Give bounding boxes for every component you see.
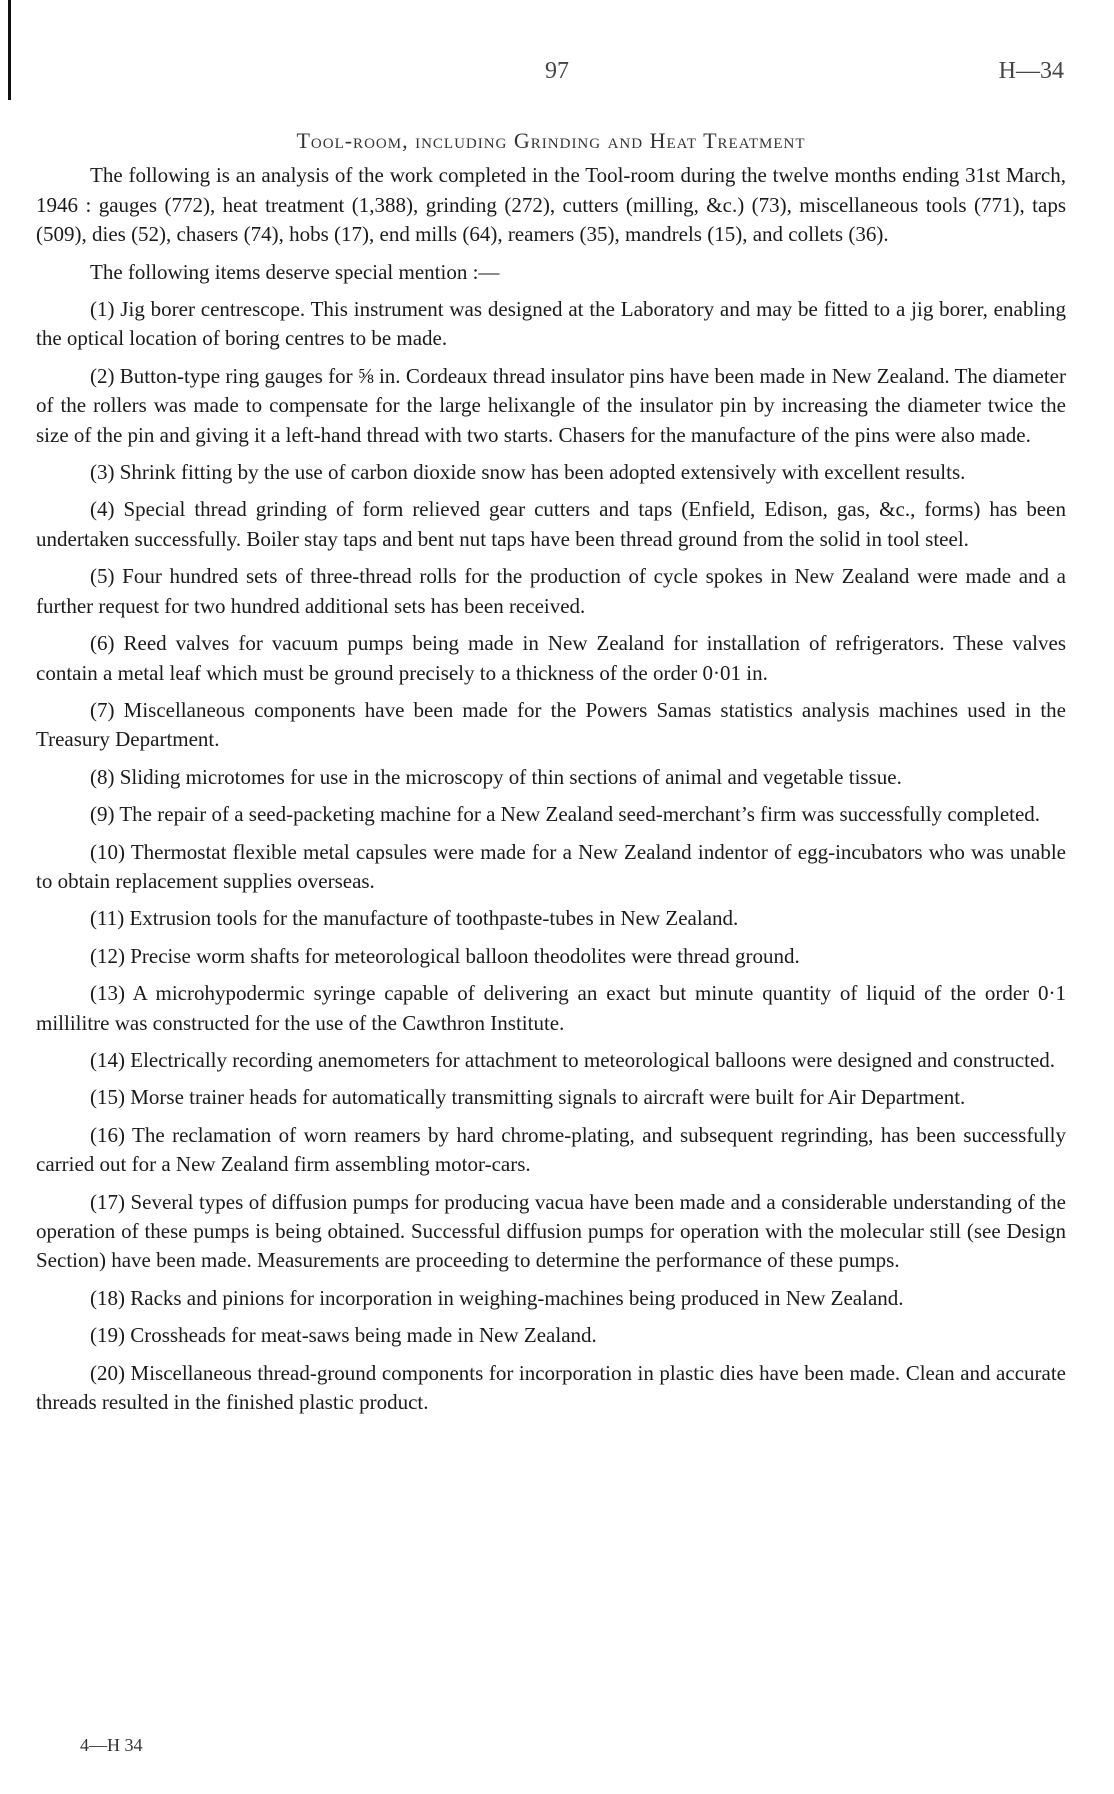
- paragraph: (13) A microhypodermic syringe capable of delivering an exact but minute quantity of liquid of the order 0·1 millilitre was constructed for the use of the Cawthron Institute.: [36, 981, 1066, 1035]
- paragraph: (14) Electrically recording anemometers for attachment to meteorological balloons were designed and constructed.: [90, 1047, 1056, 1072]
- paragraph: (3) Shrink fitting by the use of carbon dioxide snow has been adopted extensively with excellent results.: [90, 460, 966, 485]
- paragraph: (7) Miscellaneous components have been made for the Powers Samas statistics analysis machines used in the Treasury Department.: [36, 697, 1066, 752]
- paragraph: The following items deserve special mention :—: [90, 259, 500, 284]
- paragraph: (10) Thermostat flexible metal capsules were made for a New Zealand indentor of egg-incubators who was unable to obtain replacement supplies overseas.: [36, 839, 1066, 893]
- paragraph: (5) Four hundred sets of three-thread rolls for the production of cycle spokes in New Zealand were made and a further request for two hundred additional sets has been received.: [36, 564, 1066, 618]
- paragraph: (1) Jig borer centrescope. This instrument was designed at the Laboratory and may be fitted to a jig borer, enabling the optical location of boring centres to be made.: [36, 297, 1066, 351]
- paragraph: (17) Several types of diffusion pumps for producing vacua have been made and a considerable understanding of the operation of these pumps is being obtained. Successful diffusion pumps for operation with the molecular still (see Design Section) have been made. Measurements are proceeding to determine the performance of these pumps.: [36, 1189, 1066, 1273]
- paragraph: (16) The reclamation of worn reamers by hard chrome-plating, and subsequent regrinding, has been successfully carried out for a New Zealand firm assembling motor-cars.: [36, 1122, 1066, 1177]
- section-heading: Tool-room, including Grinding and Heat Treatment: [296, 128, 806, 153]
- paragraph: (8) Sliding microtomes for use in the microscopy of thin sections of animal and vegetable tissue.: [90, 764, 902, 789]
- paragraph: (18) Racks and pinions for incorporation in weighing-machines being produced in New Zealand.: [90, 1285, 904, 1310]
- paragraph: The following is an analysis of the work completed in the Tool-room during the twelve months ending 31st March, 1946 : gauges (772), heat treatment (1,388), grinding (272), cutters (milling, &c.) (73), miscellaneous tools (771), taps (509), dies (52), chasers (74), hobs (17), end mills (64), reamers (35), mandrels (15), and collets (36).: [36, 163, 1066, 247]
- page-number: 97: [545, 58, 569, 84]
- page-body: [36, 126, 1066, 1425]
- paragraph: (12) Precise worm shafts for meteorological balloon theodolites were thread ground.: [90, 943, 800, 968]
- paragraph: (11) Extrusion tools for the manufacture of toothpaste-tubes in New Zealand.: [90, 906, 739, 931]
- paragraph: (4) Special thread grinding of form relieved gear cutters and taps (Enfield, Edison, gas, &c., forms) has been undertaken successfully. Boiler stay taps and bent nut taps have been thread ground from the solid in tool steel.: [36, 497, 1066, 551]
- paragraph-list: [36, 161, 1066, 1417]
- paragraph: (2) Button-type ring gauges for ⅝ in. Cordeaux thread insulator pins have been made in New Zealand. The diameter of the rollers was made to compensate for the large helixangle of the insulator pin by increasing the diameter twice the size of the pin and giving it a left-hand thread with two starts. Chasers for the manufacture of the pins were also made.: [36, 363, 1066, 447]
- paragraph: (19) Crossheads for meat-saws being made in New Zealand.: [90, 1323, 597, 1348]
- paragraph: (9) The repair of a seed-packeting machine for a New Zealand seed-merchant’s firm was successfully completed.: [90, 802, 1041, 827]
- paragraph: (6) Reed valves for vacuum pumps being made in New Zealand for installation of refrigerators. These valves contain a metal leaf which must be ground precisely to a thickness of the order 0·01 in.: [36, 631, 1066, 685]
- paragraph: (15) Morse trainer heads for automatically transmitting signals to aircraft were built for Air Department.: [90, 1085, 966, 1110]
- sheet-signature: 4—H 34: [80, 1735, 143, 1755]
- margin-rule: [8, 0, 11, 100]
- document-reference: H—34: [998, 58, 1064, 84]
- paragraph: (20) Miscellaneous thread-ground components for incorporation in plastic dies have been made. Clean and accurate threads resulted in the finished plastic product.: [36, 1360, 1066, 1415]
